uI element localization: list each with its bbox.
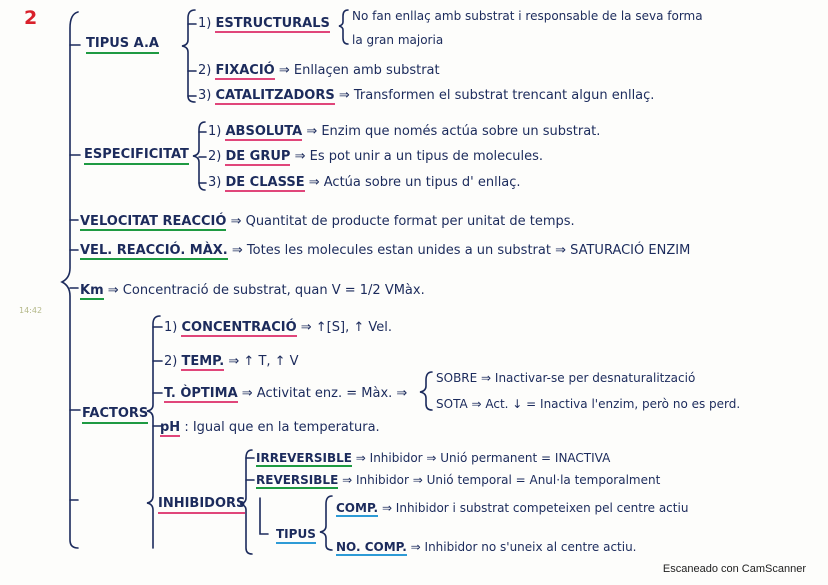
especificitat-item-2-number: 2) xyxy=(208,149,222,164)
tipus-heading: TIPUS A.A xyxy=(86,36,159,54)
tipus-item-3-text: ⇒ Transformen el substrat trencant algun enllaç. xyxy=(338,88,655,103)
especificitat-item-1-number: 1) xyxy=(208,124,222,139)
inhibidors-comp xyxy=(336,500,688,516)
tipus-item-2-heading: FIXACIÓ xyxy=(215,63,275,78)
page-number: 2 xyxy=(24,7,38,29)
factors-sobre xyxy=(436,370,695,386)
especificitat-item-3-text: ⇒ Actúa sobre un tipus d' enllaç. xyxy=(308,175,521,190)
inhibidors-reversible-heading: REVERSIBLE xyxy=(256,473,339,487)
inhibidors-nocomp-heading: NO. COMP. xyxy=(336,540,407,554)
especificitat-item-1-heading: ABSOLUTA xyxy=(225,124,303,139)
footer-watermark: Escaneado con CamScanner xyxy=(662,563,806,575)
inhibidors-comp-text: ⇒ Inhibidor i substrat competeixen pel centre actiu xyxy=(381,501,689,515)
tipus-item-3-heading: CATALITZADORS xyxy=(215,88,335,103)
factors-item-1 xyxy=(164,320,392,336)
especificitat-item-2 xyxy=(208,149,543,165)
km-line xyxy=(80,283,425,299)
vel-max-text: ⇒ Totes les molecules estan unides a un substrat ⇒ SATURACIÓ ENZIM xyxy=(231,243,691,258)
factors-item-1-text: ⇒ ↑[S], ↑ Vel. xyxy=(300,320,392,335)
inhibidors-reversible-text: ⇒ Inhibidor ⇒ Unió temporal = Anul·la temporalment xyxy=(342,473,661,487)
tipus-item-2-number: 2) xyxy=(198,63,212,78)
tipus-item-1-heading: ESTRUCTURALS xyxy=(215,16,330,31)
vel-max-line xyxy=(80,243,690,259)
factors-sota xyxy=(436,396,740,412)
tipus-item-1 xyxy=(198,16,330,32)
factors-item-1-number: 1) xyxy=(164,320,178,335)
especificitat-item-3-heading: DE CLASSE xyxy=(225,175,305,190)
inhibidors-reversible xyxy=(256,472,660,488)
especificitat-item-1 xyxy=(208,124,600,140)
velocitat-heading: VELOCITAT REACCIÓ xyxy=(80,214,227,229)
tipus-item-1-line-a: No fan enllaç amb substrat i responsable de la seva forma xyxy=(352,9,703,23)
factors-sota-text: ⇒ Act. ↓ = Inactiva l'enzim, però no es perd. xyxy=(471,397,741,411)
inhibidors-tipus-heading: TIPUS xyxy=(276,526,316,544)
inhibidors-nocomp-text: ⇒ Inhibidor no s'uneix al centre actiu. xyxy=(410,540,637,554)
tipus-item-3-number: 3) xyxy=(198,88,212,103)
tipus-item-2 xyxy=(198,63,440,79)
factors-sobre-heading: SOBRE xyxy=(436,371,478,385)
factors-sobre-text: ⇒ Inactivar-se per desnaturalització xyxy=(481,371,696,385)
km-heading: Km xyxy=(80,283,104,298)
inhibidors-irreversible-heading: IRREVERSIBLE xyxy=(256,451,352,465)
factors-item-2-heading: TEMP. xyxy=(181,354,225,369)
tipus-item-1-line-b: la gran majoria xyxy=(352,33,444,47)
factors-item-3 xyxy=(164,386,407,402)
factors-ph xyxy=(160,420,380,436)
especificitat-item-2-heading: DE GRUP xyxy=(225,149,291,164)
inhibidors-irreversible xyxy=(256,450,610,466)
tipus-item-2-text: ⇒ Enllaçen amb substrat xyxy=(278,63,440,78)
factors-heading: FACTORS xyxy=(82,406,148,424)
km-text: ⇒ Concentració de substrat, quan V = 1/2 VMàx. xyxy=(107,283,425,298)
factors-item-3-text: ⇒ Activitat enz. = Màx. ⇒ xyxy=(241,386,408,401)
tipus-item-3 xyxy=(198,88,654,104)
especificitat-item-3 xyxy=(208,175,521,191)
inhibidors-heading: INHIBIDORS xyxy=(158,496,245,514)
factors-ph-heading: pH xyxy=(160,420,181,435)
especificitat-heading: ESPECIFICITAT xyxy=(84,147,189,165)
velocitat-text: ⇒ Quantitat de producte format per unitat de temps. xyxy=(230,214,575,229)
factors-item-1-heading: CONCENTRACIÓ xyxy=(181,320,297,335)
inhibidors-nocomp xyxy=(336,539,637,555)
tipus-item-1-number: 1) xyxy=(198,16,212,31)
factors-ph-text: : Igual que en la temperatura. xyxy=(184,420,380,435)
inhibidors-comp-heading: COMP. xyxy=(336,501,379,515)
scan-stamp: 14:42 xyxy=(19,306,43,315)
especificitat-item-3-number: 3) xyxy=(208,175,222,190)
factors-item-2-number: 2) xyxy=(164,354,178,369)
factors-sota-heading: SOTA xyxy=(436,397,468,411)
factors-item-3-heading: T. ÒPTIMA xyxy=(164,386,238,401)
vel-max-heading: VEL. REACCIÓ. MÀX. xyxy=(80,243,228,258)
factors-item-2-text: ⇒ ↑ T, ↑ V xyxy=(228,354,299,369)
factors-item-2 xyxy=(164,354,299,370)
velocitat-line xyxy=(80,214,575,230)
especificitat-item-2-text: ⇒ Es pot unir a un tipus de molecules. xyxy=(294,149,544,164)
especificitat-item-1-text: ⇒ Enzim que només actúa sobre un substrat. xyxy=(306,124,601,139)
inhibidors-irreversible-text: ⇒ Inhibidor ⇒ Unió permanent = INACTIVA xyxy=(355,451,611,465)
